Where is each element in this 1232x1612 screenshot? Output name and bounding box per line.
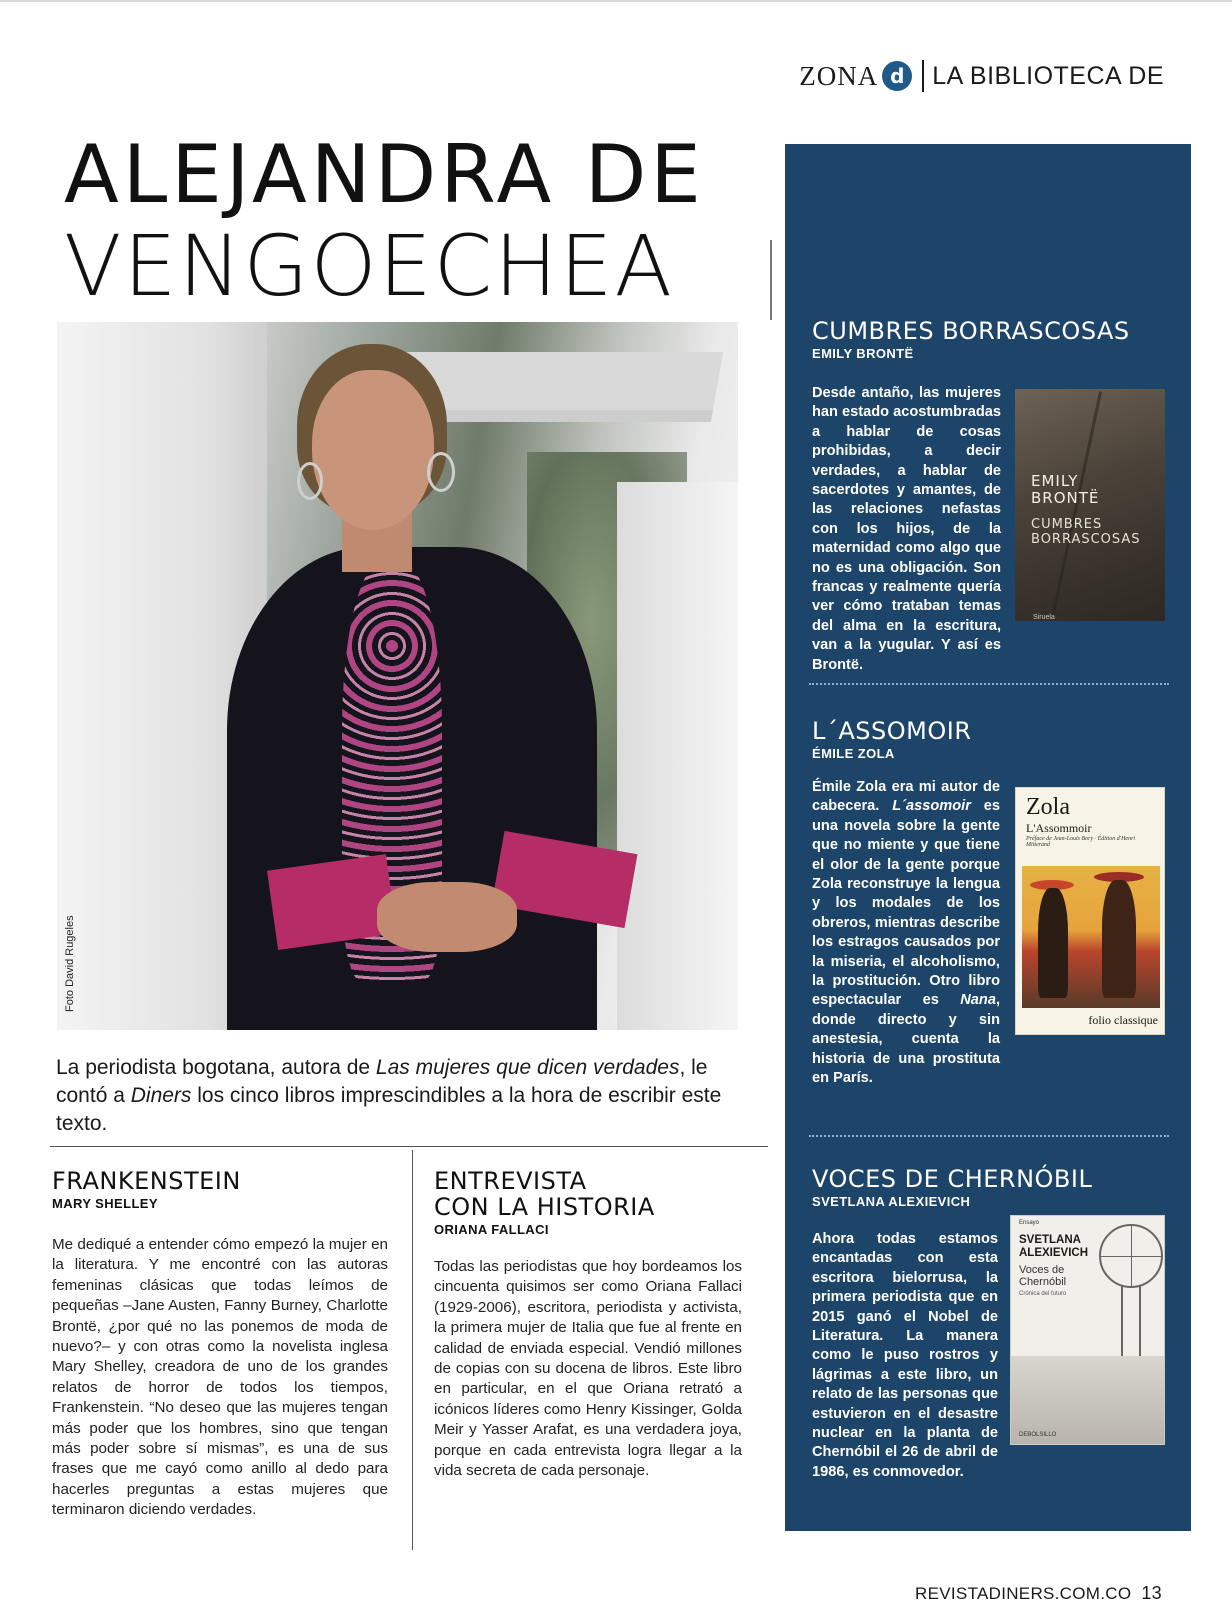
section-label: LA BIBLIOTECA DE	[932, 61, 1164, 90]
cover-author: Zola	[1026, 794, 1070, 820]
title-line-1: ALEJANDRA DE	[64, 128, 705, 221]
page-footer	[915, 1583, 1162, 1604]
book-author: SVETLANA ALEXIEVICH	[812, 1194, 971, 1209]
book-title-line-1: ENTREVISTA	[434, 1167, 587, 1195]
zona-label: ZONA	[799, 60, 879, 91]
portrait-photo	[57, 322, 738, 1030]
title-line-2: VENGOECHEA	[64, 217, 675, 315]
book-entrevista	[434, 1168, 742, 1481]
book-title: VOCES DE CHERNÓBIL	[812, 1165, 1093, 1193]
book-title-line-2: CON LA HISTORIA	[434, 1193, 655, 1221]
dotted-divider	[809, 1135, 1169, 1137]
intro-book-title: Las mujeres que dicen verdades	[375, 1056, 680, 1079]
dotted-divider	[809, 683, 1169, 685]
cover-preface: Préface de Jean-Louis Bory · Édition d'Henri Mitterand	[1026, 836, 1136, 848]
book-author: ORIANA FALLACI	[434, 1222, 549, 1237]
title-vertical-rule	[770, 240, 772, 320]
cover-publisher: folio classique	[1088, 1013, 1158, 1027]
cover-genre: Ensayo	[1019, 1220, 1040, 1226]
page-number: 13	[1141, 1583, 1162, 1603]
cover-publisher: Siruela	[1033, 614, 1055, 621]
cover-author: SVETLANA ALEXIEVICH	[1019, 1234, 1089, 1259]
zona-d-logo: d	[882, 61, 912, 91]
intro-magazine: Diners	[130, 1084, 192, 1107]
cover-title: L'Assommoir	[1026, 821, 1092, 835]
book-title: CUMBRES BORRASCOSAS	[812, 317, 1130, 345]
intro-paragraph: La periodista bogotana, autora de Las mujeres que dicen verdades, le contó a Diners los cinco libros imprescindibles a la hora de escribir este texto.	[56, 1056, 722, 1135]
book-cover-assommoir	[1015, 787, 1165, 1035]
book-assomoir	[812, 718, 1172, 761]
footer-site: REVISTADINERS.COM.CO	[915, 1584, 1132, 1603]
photo-credit: Foto David Rugeles	[64, 915, 76, 1012]
cover-subtitle: Crónica del futuro	[1019, 1291, 1067, 1297]
book-description: Todas las periodistas que hoy bordeamos los cincuenta quisimos ser como Oriana Fallaci (1929-2006), escritora, periodista y activista, la primera mujer de Italia que fue al frente en calidad de enviada especial. Vendió millones de copias con su docena de libros. Este libro en particular, en el que Oriana retrató a icónicos líderes como Henry Kissinger, Golda Meir y Yasser Arafat, es una verdadera joya, porque en cada entrevista logra llegar a la vida secreta de cada personaje.	[434, 1258, 742, 1480]
cover-author: EMILY BRONTË	[1031, 472, 1100, 507]
page-title	[64, 128, 764, 315]
book-author: EMILY BRONTË	[812, 346, 914, 361]
featured-books-panel	[785, 144, 1191, 1531]
book-frankenstein	[52, 1168, 388, 1521]
cover-title: Voces de Chernóbil	[1019, 1264, 1067, 1288]
book-author: ÉMILE ZOLA	[812, 746, 895, 761]
book-description: Émile Zola era mi autor de cabecera. L´assomoir es una novela sobre la gente que no miente y que tiene el olor de la gente porque Zola reconstruye la lengua y los modales de los obreros, mientras describe los estragos causados por la miseria, el alcoholismo, la prostitución. Otro libro espectacular es Nana, donde directo y sin anestesia, cuenta la historia de una prostituta en París.	[812, 779, 1000, 1087]
book-description: Desde antaño, las mujeres han estado acostumbradas a hablar de cosas prohibidas, a decir verdades, a hablar de sacerdotes y amantes, de las relaciones nefastas con los hijos, de la maternidad como algo que no es una obligación. Son francas y realmente quería ver cómo trataban temas del alma en la escritura, van a la yugular. Y así es Brontë.	[812, 385, 1001, 673]
book-cumbres	[812, 318, 1172, 361]
section-divider	[50, 1146, 768, 1147]
section-header	[799, 56, 1164, 96]
book-author: MARY SHELLEY	[52, 1196, 158, 1211]
book-title: L´ASSOMOIR	[812, 717, 972, 745]
book-description: Me dediqué a entender cómo empezó la mujer en la literatura. Y me encontré con las autoras femeninas clásicas que todas leímos de pequeñas –Jane Austen, Fanny Burney, Charlotte Brontë, ¿por qué no las ponemos de moda de nuevo?– y con otras como la novelista inglesa Mary Shelley, creadora de uno de los grandes relatos de horror de todos los tiempos, Frankenstein. “No deseo que las mujeres tengan más poder que los hombres, sino que tengan más poder sobre sí mismas”, es una de sus frases que me cayó como anillo al dedo para hacerles preguntas a estas mujeres que terminaron diciendo verdades.	[52, 1236, 388, 1519]
cover-publisher: DEBOLSILLO	[1019, 1432, 1057, 1438]
book-cover-chernobil	[1010, 1215, 1165, 1445]
book-chernobil	[812, 1166, 1172, 1209]
cover-title: CUMBRES BORRASCOSAS	[1031, 517, 1141, 547]
column-divider	[412, 1150, 413, 1550]
book-cover-cumbres	[1015, 389, 1165, 621]
book-description: Ahora todas estamos encantadas con esta escritora bielorrusa, la primera periodista que en 2015 ganó el Nobel de Literatura. La manera como le puso rostros y lágrimas a este libro, un relato de las personas que estuvieron en el desastre nuclear en la planta de Chernóbil el 26 de abril de 1986, es conmovedor.	[812, 1231, 998, 1480]
header-divider	[922, 60, 924, 92]
top-rule	[0, 0, 1232, 2]
book-title: FRANKENSTEIN	[52, 1167, 241, 1195]
